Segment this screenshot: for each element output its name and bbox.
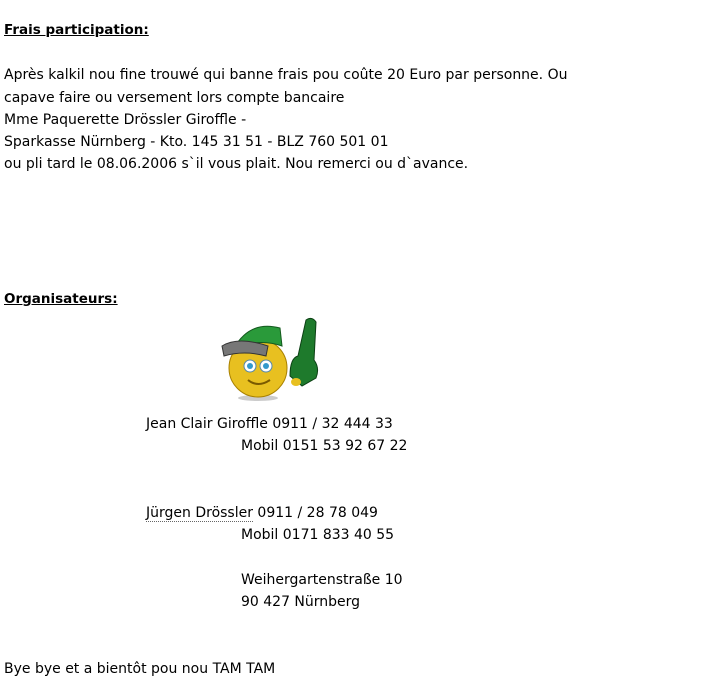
fees-line: capave faire ou versement lors compte bancaire xyxy=(4,90,345,106)
organisers-heading: Organisateurs: xyxy=(4,291,118,307)
contact2-mobile: Mobil 0171 833 40 55 xyxy=(241,527,395,543)
smiley-cap-foam-finger-icon xyxy=(220,316,330,402)
contact2-city: 90 427 Nürnberg xyxy=(241,594,361,610)
contact2-phone: 0911 / 28 78 049 xyxy=(252,505,378,521)
contact1-mobile: Mobil 0151 53 92 67 22 xyxy=(241,438,408,454)
fees-line: ou pli tard le 08.06.2006 s`il vous plait. Nou remerci ou d`avance. xyxy=(4,156,469,172)
fees-line: Sparkasse Nürnberg - Kto. 145 31 51 - BLZ 760 501 01 xyxy=(4,134,389,150)
fees-heading: Frais participation: xyxy=(4,22,149,38)
contact2-line xyxy=(146,503,378,523)
fees-line: Mme Paquerette Drössler Giroffle - xyxy=(4,112,247,128)
contact2-street: Weihergartenstraße 10 xyxy=(241,572,403,588)
closing-text: Bye bye et a bientôt pou nou TAM TAM xyxy=(4,661,276,677)
fees-line: Après kalkil nou fine trouwé qui banne frais pou coûte 20 Euro par personne. Ou xyxy=(4,67,568,83)
contact2-name[interactable]: Jürgen Drössler xyxy=(146,505,253,521)
contact1-name-phone: Jean Clair Giroffle 0911 / 32 444 33 xyxy=(146,416,393,432)
